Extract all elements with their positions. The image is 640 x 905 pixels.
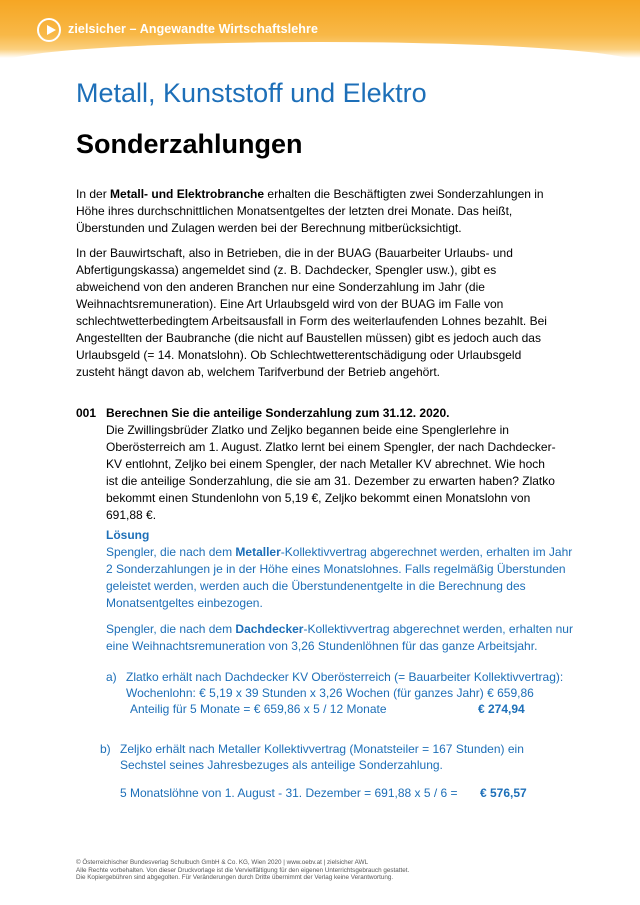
calc-a-line-1: a) Zlatko erhält nach Dachdecker KV Oberösterreich (= Bauarbeiter Kollektivvertrag): bbox=[106, 670, 564, 684]
calc-a-line-2: Wochenlohn: € 5,19 x 39 Stunden x 3,26 Wochen (für ganzes Jahr) € 659,86 bbox=[126, 686, 534, 700]
intro-paragraph-2: In der Bauwirtschaft, also in Betrieben, die in der BUAG (Bauarbeiter Urlaubs- und Abfertigungskassa) angemeldet sind (z. B. Dachdecker, Spengler usw.), gibt es abweichend von den anderen Branchen nur eine Sonderzahlung im Jahr (die Weihnachtsremuneration). Eine Art Urlaubsgeld wird von der BUAG im Falle von schlechtwetterbedingtem Arbeitsausfall in Form des weiterlaufenden Lohnes bezahlt. Bei Angestellten der Baubranche (die nicht auf Baustellen müssen) gibt es jedoch auch das Urlaubsgeld (= 14. Monatslohn). Ob Schlechtwetterentschädigung oder Urlaubsgeld zusteht hängt davon ab, welchem Tarifverbund der Betrieb angehört. bbox=[76, 246, 547, 379]
calc-b-line-3: 5 Monatslöhne von 1. August - 31. Dezember = 691,88 x 5 / 6 = bbox=[120, 786, 458, 800]
task-heading: 001 Berechnen Sie die anteilige Sonderzahlung zum 31.12. 2020. bbox=[76, 406, 450, 420]
page-subtitle: Sonderzahlungen bbox=[76, 129, 303, 159]
solution-paragraph-2: Spengler, die nach dem Dachdecker-Kollektivvertrag abgerechnet werden, erhalten nur eine Weihnachtsremuneration von 3,26 Stundenlöhnen für das ganze Arbeitsjahr. bbox=[106, 622, 573, 653]
intro-paragraph-1: In der Metall- und Elektrobranche erhalten die Beschäftigten zwei Sonderzahlungen in Höhe ihres durchschnittlichen Monatsentgeltes der letzten drei Monate. Das heißt, Überstunden und Zulagen werden bei der Berechnung mitberücksichtigt. bbox=[76, 187, 544, 235]
task-body: Die Zwillingsbrüder Zlatko und Zeljko begannen beide eine Spenglerlehre in Oberösterreich am 1. August. Zlatko lernt bei einem Spengler, der nach Dachdecker-KV entlohnt, Zeljko bei einem Spengler, der nach Metaller KV abrechnet. Wie hoch ist die anteilige Sonderzahlung, die sie am 31. Dezember zu erwarten haben? Zlatko bekommt einen Stundenlohn von 5,19 €, Zeljko bekommt einen Monatslohn von 691,88 €. bbox=[106, 423, 556, 522]
calc-b-line-1: b) Zeljko erhält nach Metaller Kollektivvertrag (Monatsteiler = 167 Stunden) ein bbox=[100, 742, 524, 756]
footer-copyright: © Österreichischer Bundesverlag Schulbuch GmbH & Co. KG, Wien 2020 | www.oebv.at | zielsicher AWL Alle Rechte vorbehalten. Von dieser Druckvorlage ist die Vervielfältigung für den eigenen Unterrichtsgebrauch gestattet. Die Kopiergebühren sind abgegolten. Für Veränderungen durch Dritte übernimmt der Verlag keine Verantwortung. bbox=[76, 859, 410, 882]
play-circle-icon bbox=[37, 18, 61, 42]
solution-label: Lösung bbox=[106, 528, 150, 542]
calc-a-result: € 274,94 bbox=[478, 702, 525, 716]
page-title: Metall, Kunststoff und Elektro bbox=[76, 78, 427, 108]
calc-b-result: € 576,57 bbox=[480, 786, 527, 800]
task-number: 001 bbox=[76, 406, 97, 420]
brand-name: zielsicher – Angewandte Wirtschaftslehre bbox=[68, 22, 319, 36]
solution-paragraph-1: Spengler, die nach dem Metaller-Kollektivvertrag abgerechnet werden, erhalten im Jahr 2 Sonderzahlungen je in der Höhe eines Monatslohnes. Falls regelmäßig Überstunden geleistet werden, werden auch die Überstundenentgelte in die Berechnung des Monatsentgeltes einbezogen. bbox=[106, 545, 573, 610]
calc-a-line-3: Anteilig für 5 Monate = € 659,86 x 5 / 12 Monate bbox=[130, 702, 387, 716]
calc-b-line-2: Sechstel seines Jahresbezuges als anteilige Sonderzahlung. bbox=[120, 758, 443, 772]
